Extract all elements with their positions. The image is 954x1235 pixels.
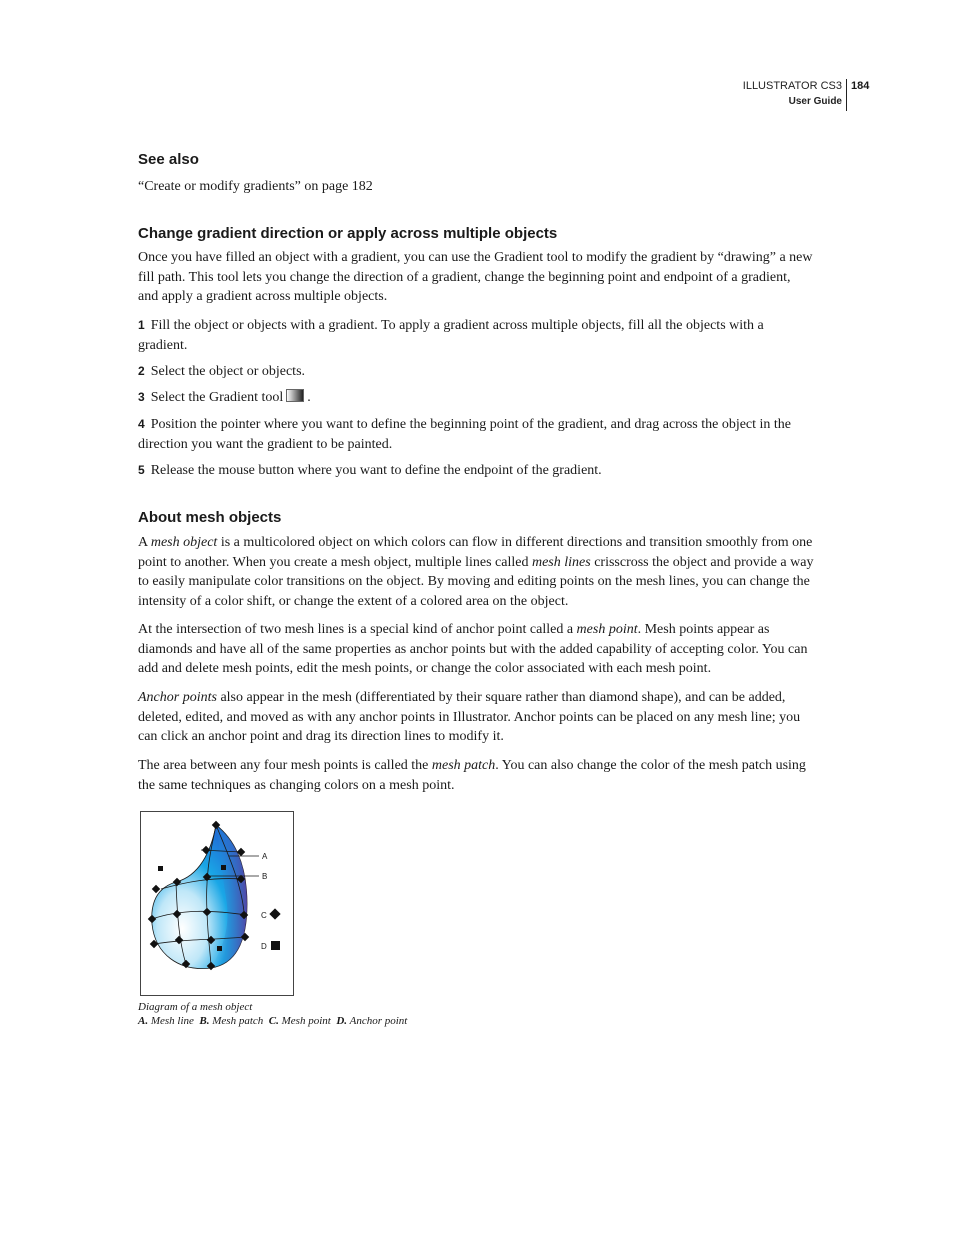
legend-key: C. [268, 1015, 279, 1027]
legend-text: Anchor point [349, 1015, 408, 1027]
label-b: B [262, 872, 268, 881]
gradient-tool-icon [286, 389, 304, 402]
gradient-intro: Once you have filled an object with a gradient, you can use the Gradient tool to modify the gradient by “drawing” a new fill path. This tool lets you change the direction of a gradient, change the beginning point and endpoint of a gradient, and apply a gradient across multiple objects. [138, 250, 813, 305]
step-number: 3 [138, 390, 145, 404]
term-anchor-points: Anchor points [138, 690, 217, 705]
anchor-point-legend-icon [271, 941, 280, 950]
mesh-paragraph-2 [138, 620, 814, 679]
header-divider [846, 79, 847, 111]
step-3 [138, 388, 814, 408]
term-mesh-point: mesh point [576, 622, 638, 637]
step-text: Select the Gradient tool [150, 390, 284, 405]
guide-name: User Guide [788, 96, 842, 107]
mesh-diagram-figure [140, 811, 294, 996]
step-text: Release the mouse button where you want to define the endpoint of the gradient. [150, 463, 602, 478]
gradient-section-heading: Change gradient direction or apply across multiple objects [138, 225, 558, 242]
label-a: A [262, 852, 268, 861]
step-text-end: . [307, 390, 311, 405]
figure-caption-legend [138, 1014, 407, 1028]
text-run: At the intersection of two mesh lines is a special kind of anchor point called a [138, 622, 577, 637]
step-number: 1 [138, 318, 145, 332]
legend-key: D. [336, 1015, 348, 1027]
text-run: A [138, 535, 151, 550]
mesh-section-heading: About mesh objects [138, 509, 282, 526]
text-run: crisscross the object and provide a way to easily manipulate color transitions on the object. By moving and editing points on the mesh lines, you can change the intensity of a color shift, or change the extent of a colored area on the object. [138, 554, 814, 609]
step-number: 2 [138, 364, 145, 378]
term-mesh-patch: mesh patch [431, 758, 496, 773]
step-1 [138, 316, 814, 355]
step-number: 4 [138, 417, 145, 431]
step-number: 5 [138, 463, 145, 477]
mesh-paragraph-3 [138, 688, 814, 747]
legend-text: Mesh line [150, 1015, 194, 1027]
step-2 [138, 362, 814, 382]
figure-caption-title: Diagram of a mesh object [138, 1001, 253, 1013]
text-run: also appear in the mesh (differentiated by their square rather than diamond shape), and can be added, deleted, edited, and moved as with any anchor points in Illustrator. Anchor points can be placed on any mesh line; you can click an anchor point and drag its direction lines to modify it. [138, 690, 801, 745]
label-c: C [261, 911, 267, 920]
legend-text: Mesh point [281, 1015, 331, 1027]
step-text: Position the pointer where you want to define the beginning point of the gradient, and drag across the object in the direction you want the gradient to be painted. [138, 417, 792, 452]
text-run: The area between any four mesh points is called the [138, 758, 432, 773]
mesh-paragraph-1 [138, 533, 814, 611]
callout-labels [261, 852, 268, 951]
mesh-object [152, 825, 247, 969]
mesh-diagram [141, 812, 293, 995]
step-text: Select the object or objects. [150, 364, 306, 379]
page-number: 184 [851, 80, 870, 92]
legend-key: A. [138, 1015, 149, 1027]
see-also-link[interactable]: “Create or modify gradients” on page 182 [138, 179, 373, 194]
legend-text: Mesh patch [212, 1015, 264, 1027]
text-run: is a multicolored object on which colors can flow in different directions and transition smoothly from one point to another. When you create a mesh object, multiple lines called [138, 535, 813, 570]
term-mesh-object: mesh object [150, 535, 218, 550]
product-name: ILLUSTRATOR CS3 [742, 80, 842, 92]
mesh-point-legend-icon [269, 908, 280, 919]
text-run: . You can also change the color of the mesh patch using the same techniques as changing colors on a mesh point. [138, 758, 806, 793]
step-5 [138, 461, 814, 481]
text-run: . Mesh points appear as diamonds and have all of the same properties as anchor points but with the added capability of accepting color. You can add and delete mesh points, edit the mesh points, or change the color associated with each mesh point. [138, 622, 808, 677]
label-d: D [261, 942, 267, 951]
mesh-paragraph-4 [138, 756, 814, 795]
term-mesh-lines: mesh lines [531, 554, 591, 570]
step-text: Fill the object or objects with a gradient. To apply a gradient across multiple objects, fill all the objects with a gradient. [138, 318, 764, 353]
legend-key: B. [199, 1015, 210, 1027]
step-4 [138, 415, 814, 454]
running-header [700, 79, 842, 109]
see-also-heading: See also [138, 151, 199, 168]
